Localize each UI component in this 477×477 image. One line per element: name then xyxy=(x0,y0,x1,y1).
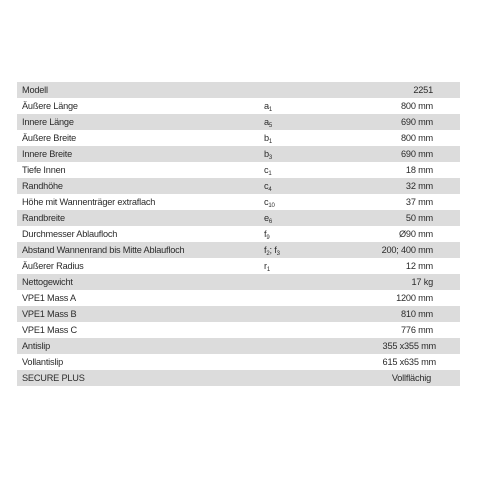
table-row xyxy=(17,194,460,210)
symbol-letter: e xyxy=(264,213,269,223)
row-value: 50 mm xyxy=(405,213,433,223)
row-label: Äußere Breite xyxy=(22,133,77,143)
row-label: Äußerer Radius xyxy=(22,261,84,271)
row-value: 615 x635 mm xyxy=(382,357,436,367)
row-symbol xyxy=(264,242,280,258)
row-label: Antislip xyxy=(22,341,51,351)
table-row xyxy=(17,162,460,178)
table-row xyxy=(17,226,460,242)
symbol-subscript: 1 xyxy=(268,171,272,177)
symbol-letter: f xyxy=(264,245,267,255)
symbol-letter: c xyxy=(264,181,269,191)
row-value: 800 mm xyxy=(401,133,433,143)
row-label: Abstand Wannenrand bis Mitte Ablaufloch xyxy=(22,245,185,255)
row-label: VPE1 Mass B xyxy=(22,309,77,319)
table-row xyxy=(17,178,460,194)
row-symbol xyxy=(264,194,275,210)
row-symbol xyxy=(264,98,272,114)
row-value: 1200 mm xyxy=(396,293,433,303)
table-row xyxy=(17,98,460,114)
row-label: SECURE PLUS xyxy=(22,373,85,383)
row-value: 32 mm xyxy=(405,181,433,191)
row-value: 800 mm xyxy=(401,101,433,111)
row-value: 37 mm xyxy=(405,197,433,207)
table-row xyxy=(17,338,460,354)
symbol-subscript: 4 xyxy=(268,187,272,193)
table-row xyxy=(17,370,460,386)
symbol-subscript: 5 xyxy=(268,123,273,129)
symbol-letter: a xyxy=(264,101,269,111)
row-value: 17 kg xyxy=(411,277,433,287)
row-value: 355 x355 mm xyxy=(382,341,436,351)
row-symbol xyxy=(264,226,270,242)
row-value: 776 mm xyxy=(401,325,433,335)
row-label: Randbreite xyxy=(22,213,65,223)
row-symbol xyxy=(264,210,272,226)
table-row xyxy=(17,306,460,322)
symbol-subscript: 2 xyxy=(266,251,270,257)
row-label: Innere Länge xyxy=(22,117,74,127)
row-symbol xyxy=(264,258,270,274)
table-row xyxy=(17,210,460,226)
symbol-letter: b xyxy=(264,149,269,159)
table-row xyxy=(17,242,460,258)
row-symbol xyxy=(264,130,272,146)
row-label: Vollantislip xyxy=(22,357,64,367)
row-label: Höhe mit Wannenträger extraflach xyxy=(22,197,156,207)
spec-table xyxy=(17,82,460,386)
row-value: 690 mm xyxy=(401,149,433,159)
row-label: Äußere Länge xyxy=(22,101,78,111)
symbol-subscript: 1 xyxy=(268,107,273,113)
row-value: Vollflächig xyxy=(391,373,431,383)
row-value: 810 mm xyxy=(401,309,433,319)
row-value: 200; 400 mm xyxy=(381,245,433,255)
row-value: 18 mm xyxy=(405,165,433,175)
row-symbol xyxy=(264,114,272,130)
row-value: 690 mm xyxy=(401,117,433,127)
symbol-subscript: 9 xyxy=(266,235,270,241)
symbol-letter: ; f xyxy=(269,245,277,255)
symbol-letter: r xyxy=(264,261,267,271)
symbol-letter: b xyxy=(264,133,269,143)
table-row xyxy=(17,290,460,306)
row-label: Randhöhe xyxy=(22,181,63,191)
symbol-letter: c xyxy=(264,165,269,175)
table-row xyxy=(17,258,460,274)
symbol-subscript: 1 xyxy=(268,139,273,145)
symbol-subscript: 3 xyxy=(268,155,273,161)
row-symbol xyxy=(264,178,272,194)
row-value: Ø90 mm xyxy=(398,229,433,239)
row-value: 12 mm xyxy=(405,261,433,271)
row-symbol xyxy=(264,162,272,178)
row-label: VPE1 Mass A xyxy=(22,293,76,303)
symbol-letter: f xyxy=(264,229,267,239)
row-label: Modell xyxy=(22,85,48,95)
row-symbol xyxy=(264,146,272,162)
table-row xyxy=(17,322,460,338)
row-label: Tiefe Innen xyxy=(22,165,66,175)
row-label: Durchmesser Ablaufloch xyxy=(22,229,118,239)
symbol-subscript: 3 xyxy=(276,251,280,257)
row-value: 2251 xyxy=(413,85,433,95)
table-row xyxy=(17,82,460,98)
row-label: Nettogewicht xyxy=(22,277,73,287)
symbol-letter: a xyxy=(264,117,269,127)
table-row xyxy=(17,354,460,370)
symbol-subscript: 10 xyxy=(268,203,275,209)
table-row xyxy=(17,146,460,162)
table-row xyxy=(17,274,460,290)
row-label: Innere Breite xyxy=(22,149,73,159)
table-row xyxy=(17,114,460,130)
symbol-subscript: 1 xyxy=(266,267,271,273)
symbol-letter: c xyxy=(264,197,269,207)
symbol-subscript: 6 xyxy=(268,219,273,225)
row-label: VPE1 Mass C xyxy=(22,325,77,335)
table-row xyxy=(17,130,460,146)
